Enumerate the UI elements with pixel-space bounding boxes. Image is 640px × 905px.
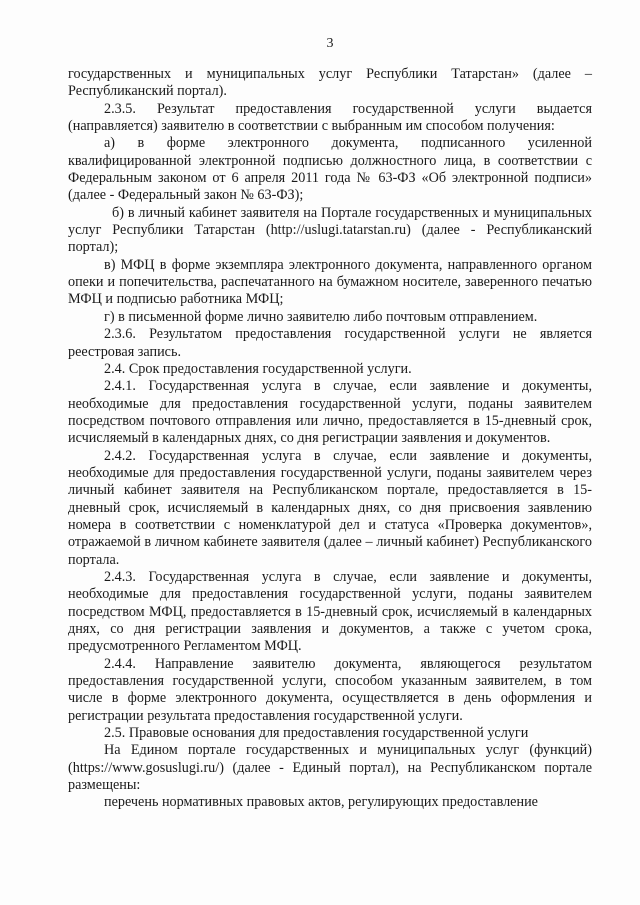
paragraph-unified-portal: На Едином портале государственных и муниципальных услуг (функций) (https://www.gosuslugi.ru/) (далее - Единый портал), на Республиканском портале размещены: bbox=[68, 742, 592, 794]
paragraph-2-3-5: 2.3.5. Результат предоставления государственной услуги выдается (направляется) заявителю в соответствии с выбранным им способом получения: bbox=[68, 100, 592, 135]
paragraph-2-4-1: 2.4.1. Государственная услуга в случае, если заявление и документы, необходимые для предоставления государственной услуги, поданы заявителем посредством почтового отправления или лично, предоставляется в 15-дневный срок, исчисляемый в календарных днях, со дня регистрации заявления и документов. bbox=[68, 378, 592, 447]
paragraph-legal-acts-list: перечень нормативных правовых актов, регулирующих предоставление bbox=[104, 794, 538, 811]
paragraph-item-b: б) в личный кабинет заявителя на Портале государственных и муниципальных услуг Республики Татарстан (http://uslugi.tatarstan.ru) (далее - Республиканский портал); bbox=[68, 204, 592, 256]
paragraph-2-3-6: 2.3.6. Результатом предоставления государственной услуги не является реестровая запись. bbox=[68, 326, 592, 360]
paragraph-2-4-4: 2.4.4. Направление заявителю документа, являющегося результатом предоставления государственной услуги, способом указанным заявителем, в том числе в форме электронного документа, осуществляется в день оформления и регистрации результата предоставления государственной услуги. bbox=[68, 655, 592, 724]
section-heading-2-4: 2.4. Срок предоставления государственной услуги. bbox=[104, 360, 412, 377]
section-heading-2-5: 2.5. Правовые основания для предоставления государственной услуги bbox=[104, 725, 529, 742]
page-number: 3 bbox=[326, 36, 334, 51]
paragraph-item-g: г) в письменной форме лично заявителю либо почтовым отправлением. bbox=[104, 308, 538, 325]
paragraph-item-a: а) в форме электронного документа, подписанного усиленной квалифицированной электронной подписью должностного лица, в соответствии с Федеральным законом от 6 апреля 2011 года № 63-ФЗ «Об электронной подписи» (далее - Федеральный закон № 63-ФЗ); bbox=[68, 135, 592, 204]
paragraph-portal-continuation: государственных и муниципальных услуг Республики Татарстан» (далее – Республиканский портал). bbox=[68, 66, 592, 100]
paragraph-2-4-3: 2.4.3. Государственная услуга в случае, если заявление и документы, необходимые для предоставления государственной услуги, поданы заявителем посредством МФЦ, предоставляется в 15-дневный срок, исчисляемый в календарных днях, со дня регистрации заявления и документов, а также с учетом срока, предусмотренного Регламентом МФЦ. bbox=[68, 568, 592, 655]
paragraph-item-v: в) МФЦ в форме экземпляра электронного документа, направленного органом опеки и попечительства, распечатанного на бумажном носителе, заверенного печатью МФЦ и подписью работника МФЦ; bbox=[68, 256, 592, 308]
paragraph-2-4-2: 2.4.2. Государственная услуга в случае, если заявление и документы, необходимые для предоставления государственной услуги, поданы заявителем через личный кабинет заявителя на Республиканском портале, предоставляется в 15-дневный срок, исчисляемый в календарных днях, со дня присвоения заявлению номера в соответствии с номенклатурой дел и статуса «Проверка документов», отражаемой в личном кабинете заявителя (далее – личный кабинет) Республиканского портала. bbox=[68, 447, 592, 568]
